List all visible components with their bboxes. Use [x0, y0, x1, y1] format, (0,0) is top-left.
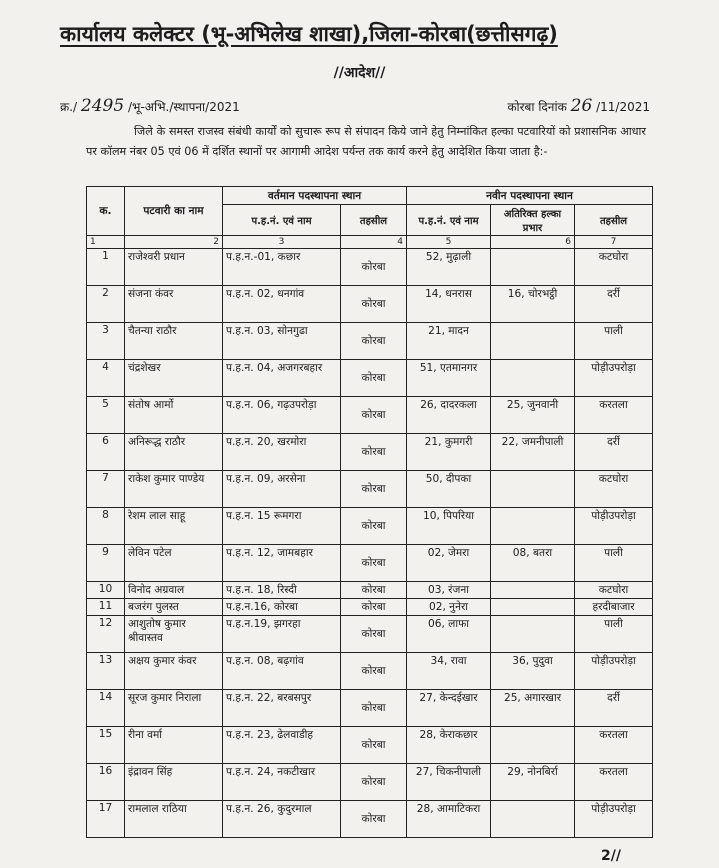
cell-serial: 3 — [87, 323, 125, 360]
cell-new-tehsil: करतला — [575, 397, 653, 434]
cell-current-tehsil: कोरबा — [341, 434, 407, 471]
cell-new-ph: 51, एतमानगर — [407, 360, 491, 397]
cell-serial: 16 — [87, 764, 125, 801]
document-title: कार्यालय कलेक्टर (भू-अभिलेख शाखा),जिला-कोरबा(छत्तीसगढ़) — [60, 22, 558, 46]
cell-new-tehsil: दर्री — [575, 434, 653, 471]
column-number: 4 — [341, 236, 407, 249]
cell-new-ph: 02, नुनेरा — [407, 599, 491, 616]
cell-current-ph: प.ह.न. 22, बरबसपुर — [223, 690, 341, 727]
cell-current-ph: प.ह.न.-01, कछार — [223, 249, 341, 286]
table-row — [87, 286, 653, 323]
cell-serial: 10 — [87, 582, 125, 599]
cell-patwari-name: राकेश कुमार पाण्डेय — [125, 471, 223, 508]
cell-new-ph: 27, केन्दईखार — [407, 690, 491, 727]
table-row — [87, 690, 653, 727]
cell-new-ph: 28, आमाटिकरा — [407, 801, 491, 838]
cell-new-tehsil: पोड़ीउपरोड़ा — [575, 360, 653, 397]
table-row — [87, 434, 653, 471]
cell-additional-charge — [491, 508, 575, 545]
cell-new-tehsil: पोड़ीउपरोड़ा — [575, 508, 653, 545]
cell-new-tehsil: कटघोरा — [575, 582, 653, 599]
cell-patwari-name: चंद्रशेखर — [125, 360, 223, 397]
cell-current-tehsil: कोरबा — [341, 599, 407, 616]
column-number: 1 — [87, 236, 125, 249]
cell-current-tehsil: कोरबा — [341, 360, 407, 397]
cell-patwari-name: चैतन्या राठौर — [125, 323, 223, 360]
cell-serial: 6 — [87, 434, 125, 471]
column-number: 7 — [575, 236, 653, 249]
cell-current-ph: प.ह.न. 12, जामबहार — [223, 545, 341, 582]
cell-current-tehsil: कोरबा — [341, 801, 407, 838]
page-marker: 2// — [601, 848, 621, 864]
cell-patwari-name: सूरज कुमार निराला — [125, 690, 223, 727]
order-heading: //आदेश// — [333, 65, 386, 81]
cell-current-tehsil: कोरबा — [341, 690, 407, 727]
cell-patwari-name: राजेश्वरी प्रधान — [125, 249, 223, 286]
cell-additional-charge — [491, 599, 575, 616]
cell-current-tehsil: कोरबा — [341, 249, 407, 286]
cell-current-ph: प.ह.न. 15 रूमगरा — [223, 508, 341, 545]
cell-serial: 5 — [87, 397, 125, 434]
cell-new-ph: 34, रावा — [407, 653, 491, 690]
reference-suffix: /भू-अभि./स्थापना/2021 — [128, 100, 240, 114]
cell-new-ph: 28, केराकछार — [407, 727, 491, 764]
cell-current-ph: प.ह.न. 23, ढेलवाडीह — [223, 727, 341, 764]
cell-current-tehsil: कोरबा — [341, 653, 407, 690]
cell-patwari-name: बजरंग पुलस्त — [125, 599, 223, 616]
cell-additional-charge — [491, 249, 575, 286]
cell-new-tehsil: पोड़ीउपरोड़ा — [575, 653, 653, 690]
cell-current-tehsil: कोरबा — [341, 582, 407, 599]
cell-additional-charge: 29, नोनबिर्रा — [491, 764, 575, 801]
cell-patwari-name: रीना वर्मा — [125, 727, 223, 764]
cell-new-tehsil: दर्री — [575, 286, 653, 323]
cell-new-tehsil: पाली — [575, 545, 653, 582]
reference-number — [60, 96, 240, 116]
cell-patwari-name: विनोद अग्रवाल — [125, 582, 223, 599]
cell-serial: 7 — [87, 471, 125, 508]
cell-current-ph: प.ह.न.19, झगरहा — [223, 616, 341, 653]
cell-serial: 17 — [87, 801, 125, 838]
cell-additional-charge — [491, 323, 575, 360]
table-row — [87, 360, 653, 397]
cell-current-ph: प.ह.न. 02, धनगांव — [223, 286, 341, 323]
cell-current-tehsil: कोरबा — [341, 286, 407, 323]
cell-new-tehsil: पोड़ीउपरोड़ा — [575, 801, 653, 838]
cell-serial: 14 — [87, 690, 125, 727]
column-number: 5 — [407, 236, 491, 249]
table-row — [87, 508, 653, 545]
header-new-posting: नवीन पदस्थापना स्थान — [407, 187, 653, 205]
column-number: 3 — [223, 236, 341, 249]
reference-prefix: क्र./ — [60, 100, 78, 114]
cell-new-tehsil: पाली — [575, 616, 653, 653]
cell-new-tehsil: कटघोरा — [575, 471, 653, 508]
cell-current-ph: प.ह.न. 26, कुदुरमाल — [223, 801, 341, 838]
cell-new-ph: 21, मादन — [407, 323, 491, 360]
cell-additional-charge — [491, 471, 575, 508]
cell-new-tehsil: हरदीबाजार — [575, 599, 653, 616]
cell-new-ph: 03, रंजना — [407, 582, 491, 599]
cell-patwari-name: लेविन पटेल — [125, 545, 223, 582]
cell-additional-charge — [491, 616, 575, 653]
cell-patwari-name: रेशम लाल साहू — [125, 508, 223, 545]
cell-current-ph: प.ह.न. 24, नकटीखार — [223, 764, 341, 801]
table-row — [87, 801, 653, 838]
table-row — [87, 323, 653, 360]
cell-new-ph: 27, चिकनीपाली — [407, 764, 491, 801]
table-row — [87, 249, 653, 286]
cell-current-tehsil: कोरबा — [341, 508, 407, 545]
header-new-ph: प.ह.नं. एवं नाम — [407, 205, 491, 236]
transfer-table — [86, 186, 653, 838]
cell-new-tehsil: करतला — [575, 727, 653, 764]
table-row — [87, 582, 653, 599]
header-additional-charge: अतिरिक्त हल्का प्रभार — [491, 205, 575, 236]
cell-serial: 4 — [87, 360, 125, 397]
cell-current-tehsil: कोरबा — [341, 471, 407, 508]
table-row — [87, 545, 653, 582]
cell-new-ph: 14, धनरास — [407, 286, 491, 323]
cell-serial: 1 — [87, 249, 125, 286]
header-patwari-name: पटवारी का नाम — [125, 187, 223, 236]
cell-serial: 15 — [87, 727, 125, 764]
cell-serial: 2 — [87, 286, 125, 323]
cell-new-ph: 26, दादरकला — [407, 397, 491, 434]
date-suffix: /11/2021 — [596, 100, 650, 114]
cell-new-ph: 10, पिपरिया — [407, 508, 491, 545]
date-prefix: कोरबा दिनांक — [507, 100, 567, 114]
column-number: 6 — [491, 236, 575, 249]
cell-serial: 13 — [87, 653, 125, 690]
header-current-tehsil: तहसील — [341, 205, 407, 236]
cell-patwari-name: संजना कंवर — [125, 286, 223, 323]
table-row — [87, 653, 653, 690]
order-body-text: जिले के समस्त राजस्व संबंधी कार्यों को सुचारू रूप से संपादन किये जाने हेतु निम्नांकित हल्का पटवारियों को प्रशासनिक आधार पर कॉलम नंबर 05 एवं 06 में दर्शित स्थानों पर आगामी आदेश पर्यन्त तक कार्य करने हेतु आदेशित किया जाता है:- — [86, 125, 646, 158]
cell-additional-charge — [491, 727, 575, 764]
cell-patwari-name: इंद्रावन सिंह — [125, 764, 223, 801]
table-row — [87, 764, 653, 801]
cell-additional-charge — [491, 801, 575, 838]
cell-current-ph: प.ह.न. 18, रिस्दी — [223, 582, 341, 599]
cell-current-ph: प.ह.न. 06, गढ़उपरोड़ा — [223, 397, 341, 434]
cell-additional-charge — [491, 582, 575, 599]
cell-patwari-name: अक्षय कुमार कंवर — [125, 653, 223, 690]
table-row — [87, 616, 653, 653]
cell-current-ph: प.ह.न. 09, अरसेना — [223, 471, 341, 508]
handwritten-ref-number: 2495 — [80, 96, 125, 116]
cell-patwari-name: अनिरूद्ध राठौर — [125, 434, 223, 471]
cell-new-tehsil: दर्री — [575, 690, 653, 727]
cell-patwari-name: संतोष आर्मो — [125, 397, 223, 434]
table-row — [87, 727, 653, 764]
table-row — [87, 397, 653, 434]
cell-patwari-name: रामलाल राठिया — [125, 801, 223, 838]
header-current-posting: वर्तमान पदस्थापना स्थान — [223, 187, 407, 205]
cell-new-ph: 50, दीपका — [407, 471, 491, 508]
cell-additional-charge: 36, पुदुवा — [491, 653, 575, 690]
column-number: 2 — [125, 236, 223, 249]
cell-additional-charge: 25, अगारखार — [491, 690, 575, 727]
cell-additional-charge: 25, जुनवानी — [491, 397, 575, 434]
cell-serial: 9 — [87, 545, 125, 582]
order-date — [507, 96, 650, 116]
cell-current-tehsil: कोरबा — [341, 727, 407, 764]
cell-current-ph: प.ह.न. 03, सोनगुढा — [223, 323, 341, 360]
table-row — [87, 471, 653, 508]
cell-new-ph: 02, जेमरा — [407, 545, 491, 582]
cell-new-tehsil: पाली — [575, 323, 653, 360]
handwritten-date-day: 26 — [570, 96, 593, 116]
cell-new-tehsil: करतला — [575, 764, 653, 801]
header-new-tehsil: तहसील — [575, 205, 653, 236]
cell-serial: 11 — [87, 599, 125, 616]
cell-current-tehsil: कोरबा — [341, 764, 407, 801]
cell-current-ph: प.ह.न. 08, बढ़गांव — [223, 653, 341, 690]
cell-additional-charge: 16, चोरभट्ठी — [491, 286, 575, 323]
cell-additional-charge: 08, बतरा — [491, 545, 575, 582]
cell-new-ph: 06, लाफा — [407, 616, 491, 653]
cell-new-tehsil: कटघोरा — [575, 249, 653, 286]
cell-current-ph: प.ह.न. 04, अजगरबहार — [223, 360, 341, 397]
cell-serial: 12 — [87, 616, 125, 653]
cell-additional-charge: 22, जमनीपाली — [491, 434, 575, 471]
cell-current-tehsil: कोरबा — [341, 397, 407, 434]
cell-additional-charge — [491, 360, 575, 397]
cell-current-ph: प.ह.न.16, कोरबा — [223, 599, 341, 616]
table-row — [87, 599, 653, 616]
cell-new-ph: 52, मुढ़ाली — [407, 249, 491, 286]
cell-serial: 8 — [87, 508, 125, 545]
cell-new-ph: 21, कुमगरी — [407, 434, 491, 471]
cell-current-tehsil: कोरबा — [341, 323, 407, 360]
header-current-ph: प.ह.नं. एवं नाम — [223, 205, 341, 236]
header-serial: क. — [87, 187, 125, 236]
cell-current-tehsil: कोरबा — [341, 545, 407, 582]
cell-current-tehsil: कोरबा — [341, 616, 407, 653]
cell-patwari-name: आशुतोष कुमार श्रीवास्तव — [125, 616, 223, 653]
cell-current-ph: प.ह.न. 20, खरमोरा — [223, 434, 341, 471]
